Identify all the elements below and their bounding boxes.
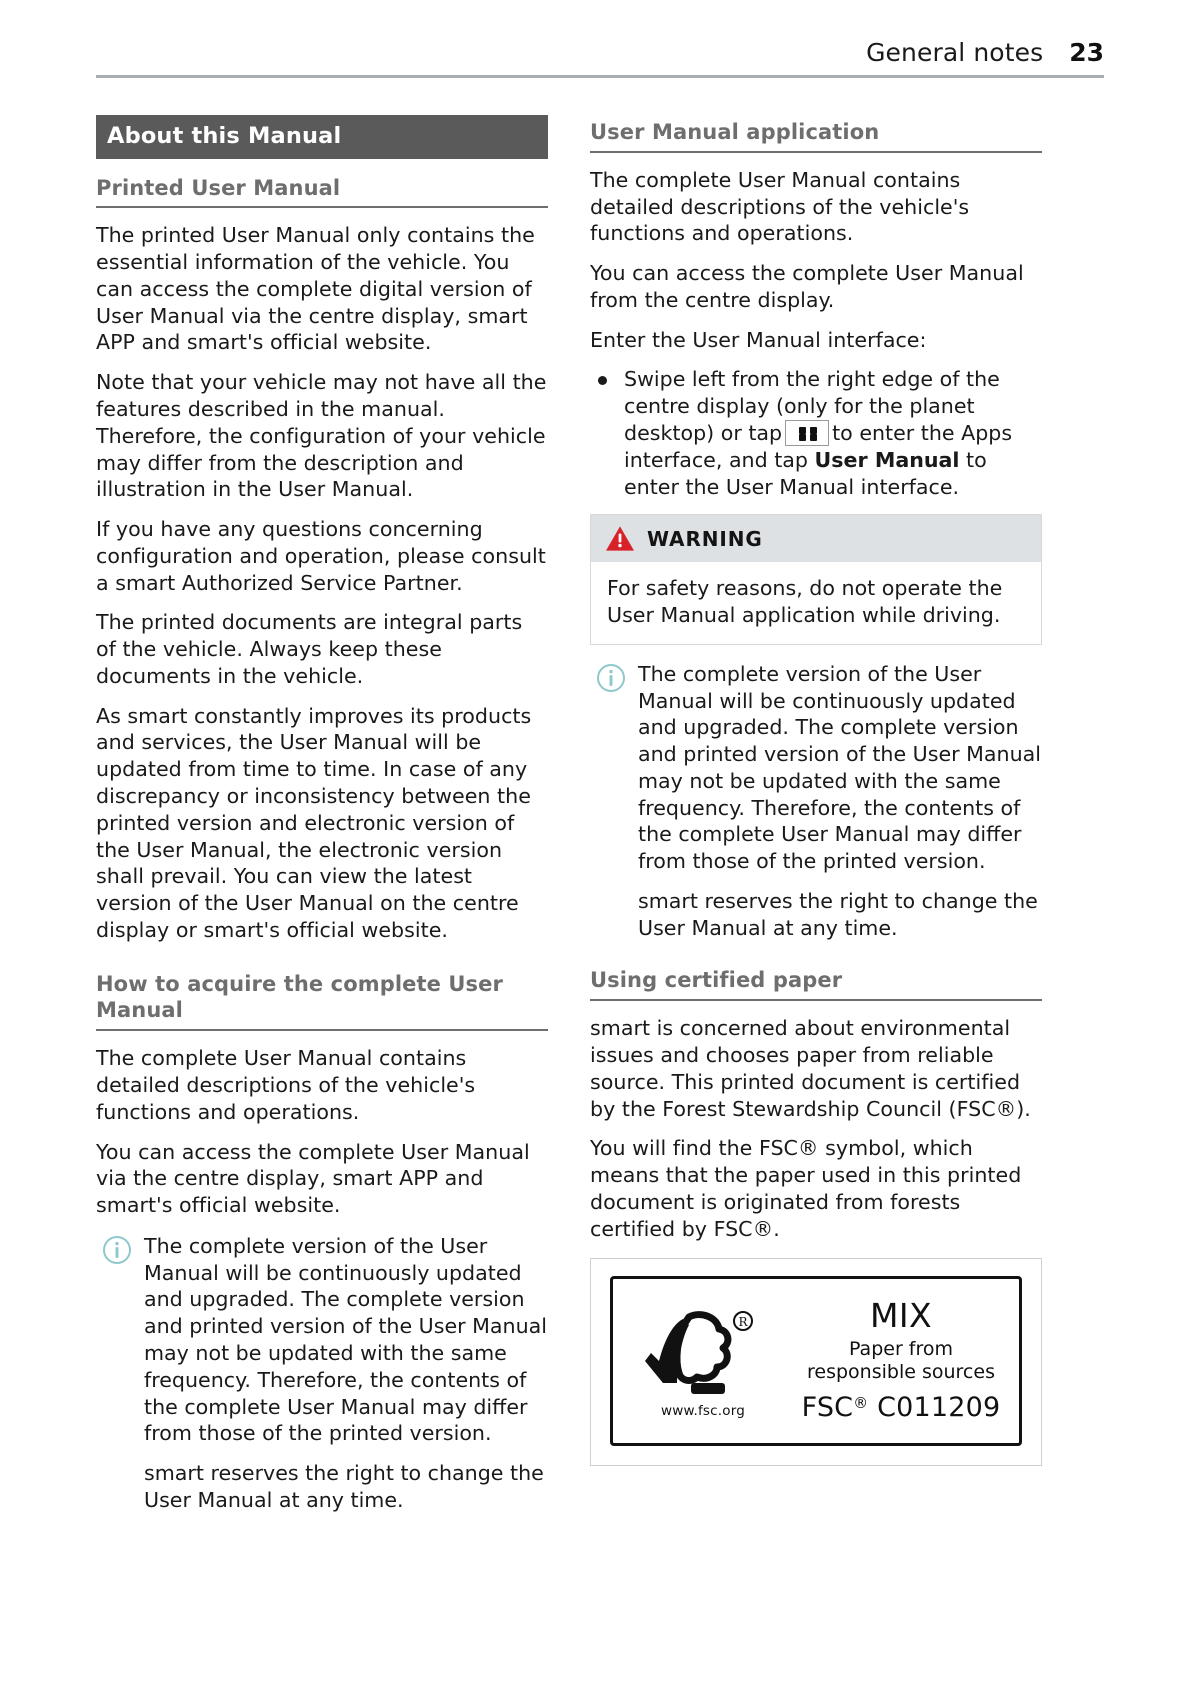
paragraph: The complete User Manual contains detailed descriptions of the vehicle's functions and operations.	[96, 1046, 476, 1124]
info-note-text	[638, 661, 1042, 942]
heading-how-to-acquire-complete-user-manual: How to acquire the complete User Manual	[96, 957, 548, 1032]
heading-using-certified-paper: Using certified paper	[590, 953, 1042, 1001]
two-column-layout	[96, 115, 1104, 1526]
fsc-logo-panel	[590, 1258, 1042, 1466]
page-title: General notes	[866, 38, 1044, 67]
fsc-code-registered: ®	[853, 1394, 869, 1413]
registered-mark	[734, 1312, 752, 1330]
fsc-logo-left	[613, 1279, 793, 1443]
fsc-tree-checkmark-icon	[637, 1305, 769, 1401]
fsc-subtitle-line2: responsible sources	[807, 1361, 995, 1384]
info-icon	[102, 1235, 132, 1265]
paragraph: Note that your vehicle may not have all the features described in the manual. Therefore, the configuration of your vehicle may differ from the description and illustration in the User Manual.	[96, 370, 547, 502]
paragraph: smart reserves the right to change the User Manual at any time.	[638, 888, 1038, 940]
paragraph: Enter the User Manual interface:	[590, 327, 927, 352]
fsc-logo-frame	[610, 1276, 1022, 1446]
info-note	[96, 1233, 548, 1514]
warning-body	[591, 562, 1041, 644]
bullet-text-part1: Swipe left from the right edge of the centre display (only for the planet desktop) or tap	[624, 367, 1000, 445]
paragraph: smart reserves the right to change the User Manual at any time.	[144, 1461, 544, 1512]
paragraph: The printed documents are integral parts of the vehicle. Always keep these documents in the vehicle.	[96, 610, 523, 688]
warning-box	[590, 514, 1042, 645]
svg-text:R: R	[738, 1315, 748, 1330]
paragraph: You can access the complete User Manual via the centre display, smart APP and smart's official website.	[96, 1139, 530, 1218]
bullet-list-enter-user-manual	[590, 366, 1042, 500]
heading-user-manual-application: User Manual application	[590, 115, 1042, 153]
warning-text: For safety reasons, do not operate the User Manual application while driving.	[607, 576, 1003, 628]
paragraph: The complete User Manual contains detailed descriptions of the vehicle's functions and operations.	[590, 167, 970, 246]
chapter-banner-about-this-manual: About this Manual	[96, 115, 548, 159]
fsc-code-number: C011209	[877, 1392, 1001, 1424]
paragraph: You will find the FSC® symbol, which means that the paper used in this printed document is originated from forests certified by FSC®.	[590, 1136, 1022, 1241]
fsc-subtitle	[807, 1338, 995, 1384]
fsc-mix-label: MIX	[869, 1296, 932, 1336]
bullet-text-part2: to enter the Apps interface, and tap	[624, 421, 1013, 472]
paragraph: You can access the complete User Manual from the centre display.	[590, 261, 1024, 312]
paragraph: The complete version of the User Manual will be continuously updated and upgraded. The complete version and printed version of the User Manual may not be updated with the same frequency. Therefore, the contents of the complete User Manual may differ from those of the printed version.	[144, 1233, 547, 1446]
paragraph: The complete version of the User Manual will be continuously updated and upgraded. The complete version and printed version of the User Manual may not be updated with the same frequency. Therefore, the contents of the complete User Manual may differ from those of the printed version.	[638, 661, 1041, 874]
fsc-url: www.fsc.org	[660, 1403, 746, 1420]
warning-label: WARNING	[647, 526, 763, 551]
heading-printed-user-manual: Printed User Manual	[96, 159, 548, 209]
paragraph: If you have any questions concerning configuration and operation, please consult a smart Authorized Service Partner.	[96, 517, 546, 595]
right-column	[590, 115, 1042, 1526]
page-number: 23	[1069, 38, 1104, 67]
warning-triangle-icon	[605, 525, 635, 552]
fsc-logo-right	[793, 1279, 1019, 1443]
fsc-subtitle-line1: Paper from	[848, 1338, 954, 1361]
paragraph: smart is concerned about environmental issues and chooses paper from reliable source. This printed document is certified by the Forest Stewardship Council (FSC®).	[590, 1016, 1031, 1121]
warning-header	[591, 515, 1041, 562]
info-icon	[596, 663, 626, 693]
paragraph: The printed User Manual only contains the essential information of the vehicle. You can access the complete digital version of User Manual via the centre display, smart APP and smart's official website.	[96, 223, 535, 355]
info-note-text	[144, 1233, 548, 1514]
bullet-text-emphasis: User Manual	[814, 447, 960, 472]
fsc-certificate-code	[802, 1392, 1001, 1423]
bullet-text-part3: to enter the User Manual interface.	[624, 447, 987, 499]
page-running-header	[96, 38, 1104, 78]
fsc-code-prefix: FSC	[801, 1392, 854, 1424]
info-note	[590, 661, 1042, 942]
list-item	[590, 366, 1042, 500]
apps-grid-icon[interactable]	[785, 420, 829, 446]
left-column	[96, 115, 548, 1526]
paragraph: As smart constantly improves its products and services, the User Manual will be updated from time to time. In case of any discrepancy or inconsistency between the printed version and electronic version of the User Manual, the electronic version shall prevail. You can view the latest version of the User Manual on the centre display or smart's official website.	[96, 703, 532, 942]
